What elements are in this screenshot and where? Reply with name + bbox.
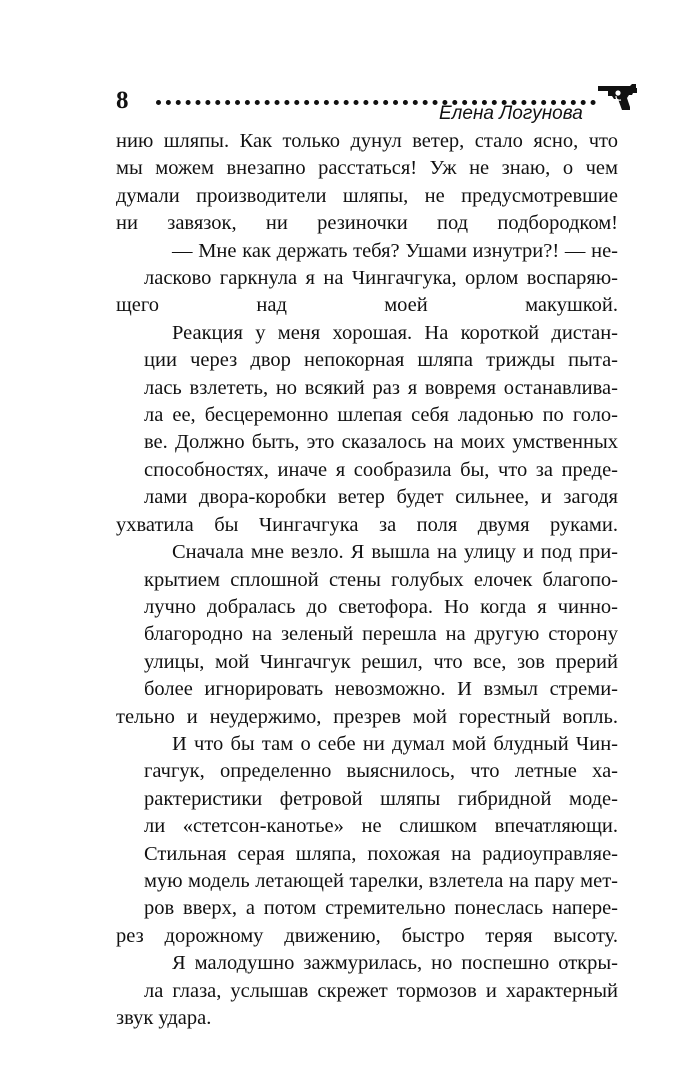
text-line: Реакция у меня хорошая. На короткой дистан- xyxy=(172,321,618,344)
text-line: ли «стетсон-канотье» не слишком впечатляющи. xyxy=(144,815,618,838)
text-line: лами двора-коробки ветер будет сильнее, и загодя xyxy=(144,486,618,509)
text-line: лучно добралась до светофора. Но когда я чинно- xyxy=(144,595,618,618)
text-line: ла глаза, услышав скрежет тормозов и характерный xyxy=(144,979,618,1002)
text-line: нию шляпы. Как только дунул ветер, стало ясно, что xyxy=(116,130,618,152)
text-line: лась взлететь, но всякий раз я вовремя останавлива- xyxy=(144,376,618,399)
page-body-text xyxy=(116,128,618,1032)
text-line: гачгук, определенно выяснилось, что летные ха- xyxy=(144,760,618,783)
text-line: щего над моей макушкой. xyxy=(116,294,618,317)
text-line: мы можем внезапно расстаться! Уж не знаю, о чем xyxy=(116,157,618,180)
text-line: тельно и неудержимо, презрев мой горестный вопль. xyxy=(116,705,618,728)
text-line: рез дорожному движению, быстро теряя высоту. xyxy=(116,924,618,947)
text-line: ухватила бы Чингачгука за поля двумя руками. xyxy=(116,513,618,536)
text-line: И что бы там о себе ни думал мой блудный Чин- xyxy=(172,732,618,755)
paragraph xyxy=(116,238,618,320)
text-line: — Мне как держать тебя? Ушами изнутри?! — не- xyxy=(172,239,618,262)
text-line: ров вверх, а потом стремительно понеслась напере- xyxy=(144,897,618,920)
text-line: благородно на зеленый перешла на другую сторону xyxy=(144,623,618,646)
text-line: ласково гаркнула я на Чингачгука, орлом воспаряю- xyxy=(144,267,618,290)
text-line: звук удара. xyxy=(116,1007,212,1029)
text-line: Сначала мне везло. Я вышла на улицу и под при- xyxy=(172,541,618,564)
text-line: Стильная серая шляпа, похожая на радиоуправляе- xyxy=(144,842,618,865)
text-line: ции через двор непокорная шляпа трижды пыта- xyxy=(144,349,618,372)
text-line: улицы, мой Чингачгук решил, что все, зов прерий xyxy=(144,650,618,673)
text-line: думали производители шляпы, не предусмотревшие xyxy=(116,184,618,207)
paragraph xyxy=(116,731,618,950)
text-line: Я малодушно зажмурилась, но поспешно откры- xyxy=(172,952,618,975)
pistol-icon xyxy=(596,83,638,111)
paragraph xyxy=(116,128,618,238)
text-line: мую модель летающей тарелки, взлетела на пару мет- xyxy=(144,869,618,892)
running-head-author: Елена Логунова xyxy=(439,103,583,124)
text-line: ни завязок, ни резиночки под подбородком! xyxy=(116,212,618,235)
paragraph xyxy=(116,320,618,539)
text-line: ве. Должно быть, это сказалось на моих умственных xyxy=(144,431,618,454)
text-line: более игнорировать невозможно. И взмыл стреми- xyxy=(144,678,618,701)
page-number: 8 xyxy=(116,87,129,114)
paragraph xyxy=(116,539,618,731)
text-line: ла ее, бесцеремонно шлепая себя ладонью по голо- xyxy=(144,404,618,427)
text-line: способностях, иначе я сообразила бы, что за преде- xyxy=(144,458,618,481)
paragraph xyxy=(116,950,618,1032)
text-line: крытием сплошной стены голубых елочек благопо- xyxy=(144,568,618,591)
text-line: рактеристики фетровой шляпы гибридной моде- xyxy=(144,787,618,810)
